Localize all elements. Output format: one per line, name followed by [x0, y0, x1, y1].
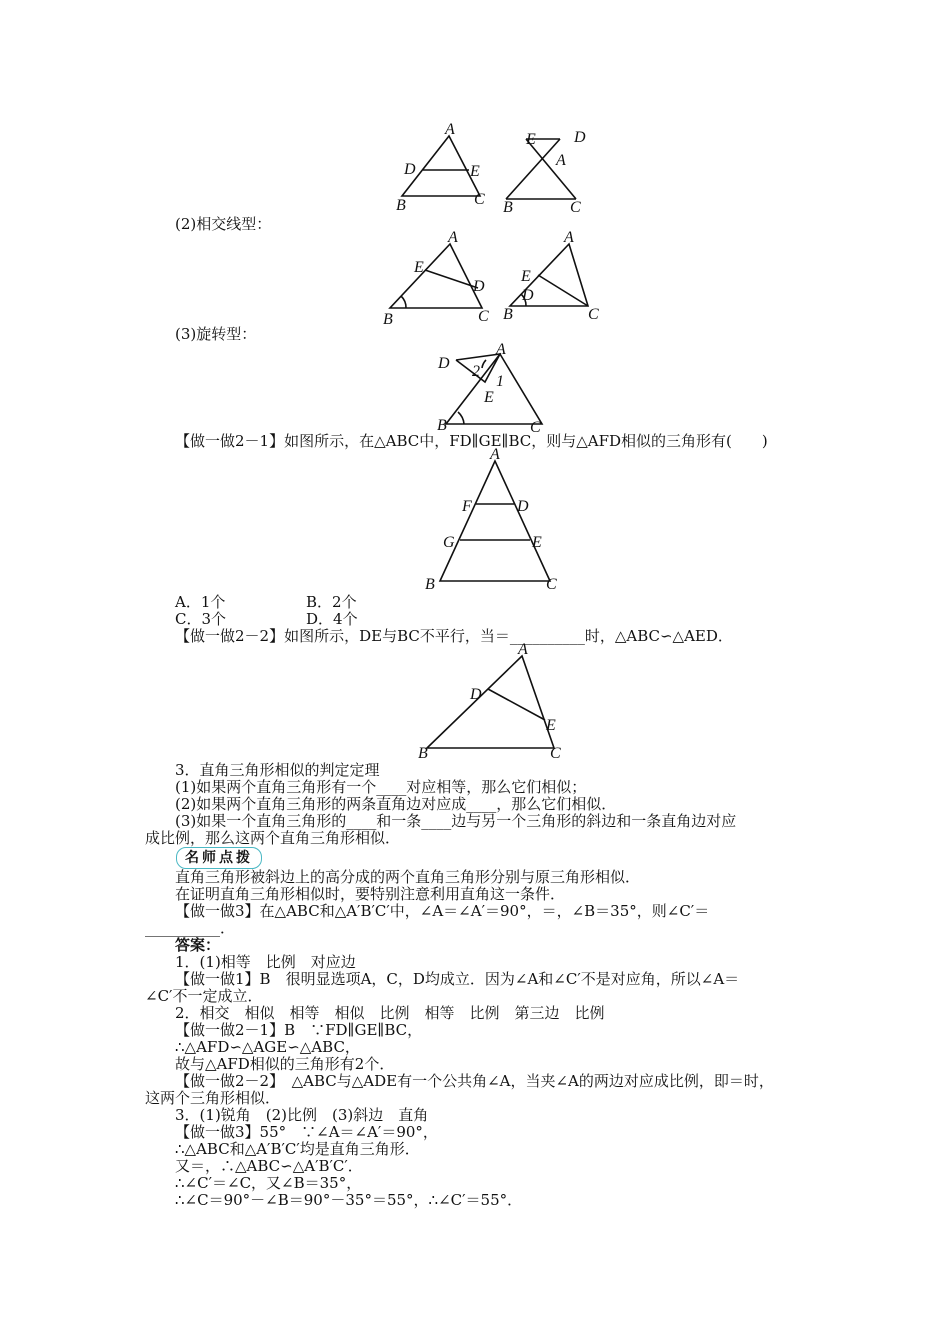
answer-exercise-3: 【做一做3】55° ∵∠A＝∠A′＝90°， [175, 1123, 438, 1141]
label-d: D [574, 129, 586, 146]
exercise-2-2-question: 【做一做2－2】如图所示，DE与BC不平行，当＝__________时，△ABC∽△AED． [175, 627, 733, 645]
answers-heading: 答案： [175, 936, 221, 954]
option-a: A．1个 [175, 593, 226, 611]
exercise-3-question: 【做一做3】在△ABC和△A′B′C′中，∠A＝∠A′＝90°，＝，∠B＝35°，则∠C′＝ [175, 902, 710, 920]
answer-exercise-3-b: ∴△ABC和△A′B′C′均是直角三角形． [175, 1140, 420, 1158]
exercise-2-1-question: 【做一做2－1】如图所示，在△ABC中，FD∥GE∥BC，则与△AFD相似的三角形有( ) [175, 432, 768, 450]
label-a: A [564, 229, 574, 246]
label-b: B [437, 417, 447, 434]
figure-intersecting-triangle-a [378, 228, 498, 328]
label-c: C [588, 306, 599, 323]
label-b: B [503, 199, 513, 216]
label-c: C [550, 745, 561, 762]
section-3-title: 3．直角三角形相似的判定定理 [175, 761, 380, 779]
label-c: C [474, 191, 485, 208]
label-e: E [526, 131, 536, 148]
answer-exercise-2-1: 【做一做2－1】B ∵FD∥GE∥BC， [175, 1021, 423, 1039]
theorem-1: (1)如果两个直角三角形有一个____对应相等，那么它们相似； [175, 778, 587, 796]
tip-line-2: 在证明直角三角形相似时，要特别注意利用直角这一条件． [175, 885, 566, 903]
label-b: B [396, 197, 406, 214]
type-rotation-label: (3)旋转型： [175, 325, 257, 343]
label-d: D [404, 161, 416, 178]
label-f: F [462, 498, 472, 515]
exercise-3-blank: __________． [145, 919, 236, 937]
answer-exercise-1: 【做一做1】B 很明显选项A，C，D均成立．因为∠A和∠C′不是对应角，所以∠A＝ [175, 970, 740, 988]
label-a: A [448, 229, 458, 246]
tip-line-1: 直角三角形被斜边上的高分成的两个直角三角形分别与原三角形相似． [175, 868, 641, 886]
label-e: E [484, 389, 494, 406]
label-angle-2: 2 [472, 363, 480, 380]
option-b: B．2个 [306, 593, 357, 611]
answer-1: 1．(1)相等 比例 对应边 [175, 953, 356, 971]
answer-3: 3．(1)锐角 (2)比例 (3)斜边 直角 [175, 1106, 429, 1124]
figure-rotation-triangle [430, 338, 560, 438]
teacher-tip-badge: 名师点拨 [176, 847, 262, 869]
answer-exercise-3-e: ∴∠C＝90°－∠B＝90°－35°＝55°，∴∠C′＝55°． [175, 1191, 523, 1209]
label-angle-1: 1 [496, 373, 504, 390]
answer-exercise-1-cont: ∠C′不一定成立． [145, 987, 263, 1005]
figure-intersecting-triangle-b [500, 228, 610, 328]
label-e: E [546, 717, 556, 734]
answer-exercise-3-c: 又＝，∴△ABC∽△A′B′C′． [175, 1157, 363, 1175]
label-d: D [470, 686, 482, 703]
label-g: G [443, 534, 455, 551]
label-c: C [530, 419, 541, 436]
theorem-3-line-2: 成比例，那么这两个直角三角形相似． [145, 829, 401, 847]
label-c: C [478, 308, 489, 325]
label-b: B [503, 306, 513, 323]
label-a: A [518, 641, 528, 658]
answer-exercise-2-2: 【做一做2－2】 △ABC与△ADE有一个公共角∠A，当夹∠A的两边对应成比例，即＝时， [175, 1072, 774, 1090]
label-d: D [473, 278, 485, 295]
figure-hourglass-triangle [500, 118, 600, 218]
answer-2: 2．相交 相似 相等 相似 比例 相等 比例 第三边 比例 [175, 1004, 605, 1022]
figure-non-parallel-triangle [412, 638, 582, 760]
type-intersecting-label: (2)相交线型： [175, 215, 272, 233]
label-d: D [517, 498, 529, 515]
label-e: E [414, 259, 424, 276]
label-a: A [496, 341, 506, 358]
option-d: D．4个 [306, 610, 358, 628]
label-c: C [570, 199, 581, 216]
answer-exercise-2-1-b: ∴△AFD∽△AGE∽△ABC， [175, 1038, 360, 1056]
answer-exercise-2-1-c: 故与△AFD相似的三角形有2个． [175, 1055, 395, 1073]
label-d: D [438, 355, 450, 372]
label-b: B [418, 745, 428, 762]
option-c: C．3个 [175, 610, 227, 628]
label-e: E [521, 268, 531, 285]
theorem-2: (2)如果两个直角三角形的两条直角边对应成____，那么它们相似． [175, 795, 617, 813]
label-e: E [470, 163, 480, 180]
label-b: B [383, 311, 393, 328]
answer-exercise-3-d: ∴∠C′＝∠C，又∠B＝35°， [175, 1174, 362, 1192]
label-b: B [425, 576, 435, 593]
answer-exercise-2-2-cont: 这两个三角形相似． [145, 1089, 281, 1107]
label-c: C [546, 576, 557, 593]
label-d: D [522, 287, 534, 304]
figure-three-parallels [420, 443, 570, 593]
figure-parallel-triangle [390, 118, 500, 214]
label-a: A [445, 121, 455, 138]
label-a: A [556, 152, 566, 169]
label-a: A [490, 446, 500, 463]
theorem-3-line-1: (3)如果一个直角三角形的____和一条____边与另一个三角形的斜边和一条直角边对应 [175, 812, 737, 830]
label-e: E [532, 534, 542, 551]
